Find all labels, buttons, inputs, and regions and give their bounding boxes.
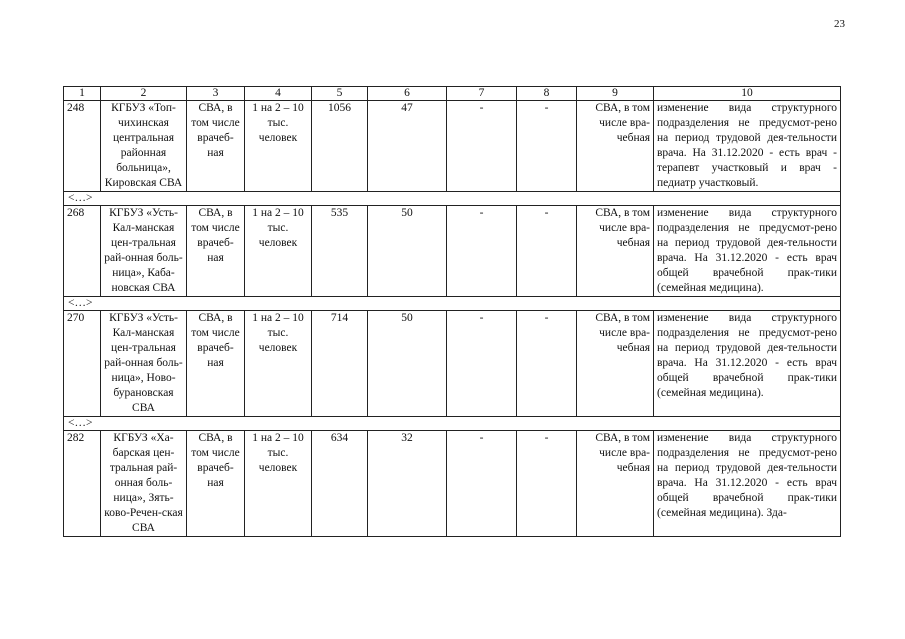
cell-col9: СВА, в том числе вра-чебная <box>577 101 654 192</box>
cell-col9: СВА, в том числе вра-чебная <box>577 311 654 417</box>
cell-col5: 1056 <box>312 101 368 192</box>
cell-organization: КГБУЗ «Ха-барская цен-тральная рай-онная боль-ница», Зять-ково-Речен-ская СВА <box>101 431 187 537</box>
cell-unit-type: СВА, в том числе врачеб-ная <box>187 206 245 297</box>
header-cell: 2 <box>101 87 187 101</box>
cell-unit-type: СВА, в том числе врачеб-ная <box>187 311 245 417</box>
header-cell: 1 <box>64 87 101 101</box>
gap-row <box>64 417 841 431</box>
gap-marker: <…> <box>64 192 841 206</box>
header-cell: 8 <box>517 87 577 101</box>
cell-col6: 50 <box>368 206 447 297</box>
cell-unit-type: СВА, в том числе врачеб-ная <box>187 431 245 537</box>
table-row <box>64 101 841 192</box>
cell-norm: 1 на 2 – 10 тыс. человек <box>245 311 312 417</box>
gap-marker: <…> <box>64 417 841 431</box>
table-row <box>64 431 841 537</box>
cell-col9: СВА, в том числе вра-чебная <box>577 431 654 537</box>
cell-note: изменение вида структурного подразделения не предусмот-рено на период трудовой дея-тельности врача. На 31.12.2020 - есть врач общей врачебной прак-тики (семейная медицина). Зда- <box>654 431 841 537</box>
cell-col9: СВА, в том числе вра-чебная <box>577 206 654 297</box>
cell-norm: 1 на 2 – 10 тыс. человек <box>245 431 312 537</box>
gap-marker: <…> <box>64 297 841 311</box>
cell-col5: 535 <box>312 206 368 297</box>
header-cell: 5 <box>312 87 368 101</box>
cell-note: изменение вида структурного подразделения не предусмот-рено на период трудовой дея-тельности врача. На 31.12.2020 - есть врач общей врачебной прак-тики (семейная медицина). <box>654 311 841 417</box>
header-cell: 9 <box>577 87 654 101</box>
cell-col7: - <box>447 101 517 192</box>
cell-norm: 1 на 2 – 10 тыс. человек <box>245 101 312 192</box>
cell-col5: 634 <box>312 431 368 537</box>
cell-col8: - <box>517 431 577 537</box>
cell-col7: - <box>447 311 517 417</box>
cell-organization: КГБУЗ «Топ-чихинская центральная районная больница», Кировская СВА <box>101 101 187 192</box>
table-row <box>64 311 841 417</box>
cell-col8: - <box>517 311 577 417</box>
cell-note: изменение вида структурного подразделения не предусмот-рено на период трудовой дея-тельности врача. На 31.12.2020 - есть врач общей врачебной прак-тики (семейная медицина). <box>654 206 841 297</box>
header-cell: 4 <box>245 87 312 101</box>
header-cell: 3 <box>187 87 245 101</box>
header-cell: 6 <box>368 87 447 101</box>
gap-row <box>64 192 841 206</box>
cell-col7: - <box>447 431 517 537</box>
cell-unit-type: СВА, в том числе врачеб-ная <box>187 101 245 192</box>
cell-organization: КГБУЗ «Усть-Кал-манская цен-тральная рай-онная боль-ница», Ново-бурановская СВА <box>101 311 187 417</box>
cell-col7: - <box>447 206 517 297</box>
cell-col8: - <box>517 101 577 192</box>
cell-note: изменение вида структурного подразделения не предусмот-рено на период трудовой дея-тельности врача. На 31.12.2020 - есть врач - терапевт участковый и врач - педиатр участковый. <box>654 101 841 192</box>
gap-row <box>64 297 841 311</box>
data-table <box>63 86 841 537</box>
cell-number: 248 <box>64 101 101 192</box>
cell-col8: - <box>517 206 577 297</box>
cell-number: 282 <box>64 431 101 537</box>
cell-col6: 50 <box>368 311 447 417</box>
cell-col6: 47 <box>368 101 447 192</box>
cell-norm: 1 на 2 – 10 тыс. человек <box>245 206 312 297</box>
table-header-row <box>64 87 841 101</box>
cell-col6: 32 <box>368 431 447 537</box>
cell-col5: 714 <box>312 311 368 417</box>
table-row <box>64 206 841 297</box>
cell-number: 268 <box>64 206 101 297</box>
page-number: 23 <box>834 18 845 30</box>
header-cell: 10 <box>654 87 841 101</box>
cell-number: 270 <box>64 311 101 417</box>
header-cell: 7 <box>447 87 517 101</box>
cell-organization: КГБУЗ «Усть-Кал-манская цен-тральная рай-онная боль-ница», Каба-новская СВА <box>101 206 187 297</box>
